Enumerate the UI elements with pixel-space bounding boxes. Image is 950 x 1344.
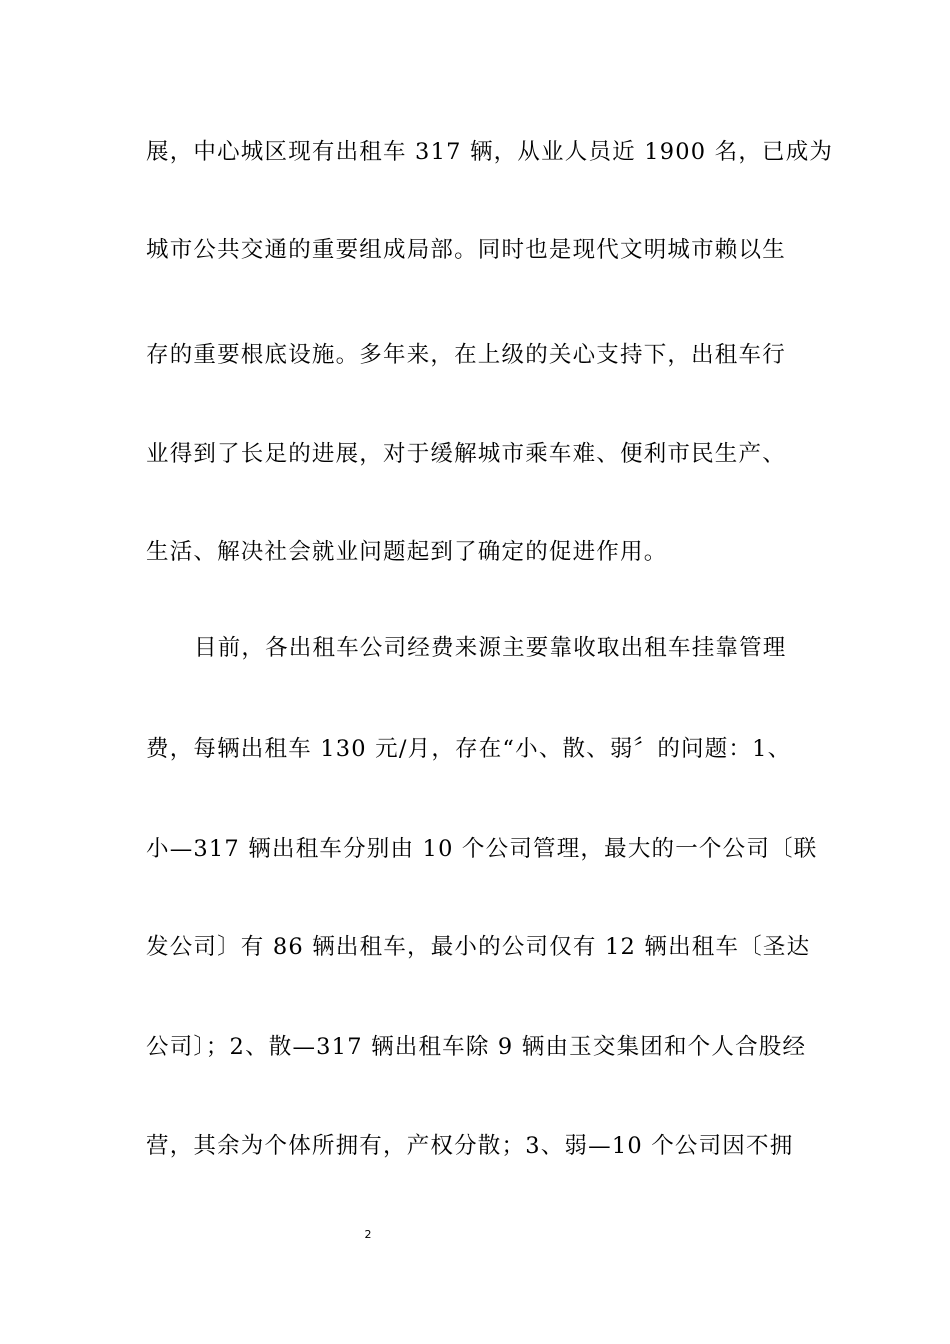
paragraph-line: 展，中心城区现有出租车 317 辆，从业人员近 1900 名，已成为 [146,139,834,165]
paragraph-line: 目前，各出租车公司经费来源主要靠收取出租车挂靠管理 [194,635,787,661]
paragraph-line: 发公司〕有 86 辆出租车，最小的公司仅有 12 辆出租车〔圣达 [146,934,811,960]
paragraph-line: 城市公共交通的重要组成局部。同时也是现代文明城市赖以生 [146,237,786,263]
paragraph-line: 营，其余为个体所拥有，产权分散；3、弱—10 个公司因不拥 [146,1133,794,1159]
paragraph-line: 公司〕；2、散—317 辆出租车除 9 辆由玉交集团和个人合股经 [146,1034,807,1060]
paragraph-line: 业得到了长足的进展，对于缓解城市乘车难、便利市民生产、 [146,441,786,467]
paragraph-line: 生活、解决社会就业问题起到了确定的促进作用。 [146,539,668,565]
page-number: 2 [364,1228,372,1241]
paragraph-line: 费，每辆出租车 130 元/月，存在“小、散、弱〞的问题：1、 [146,736,792,762]
paragraph-line: 存的重要根底设施。多年来，在上级的关心支持下，出租车行 [146,342,786,368]
paragraph-line: 小—317 辆出租车分别由 10 个公司管理，最大的一个公司〔联 [146,836,818,862]
